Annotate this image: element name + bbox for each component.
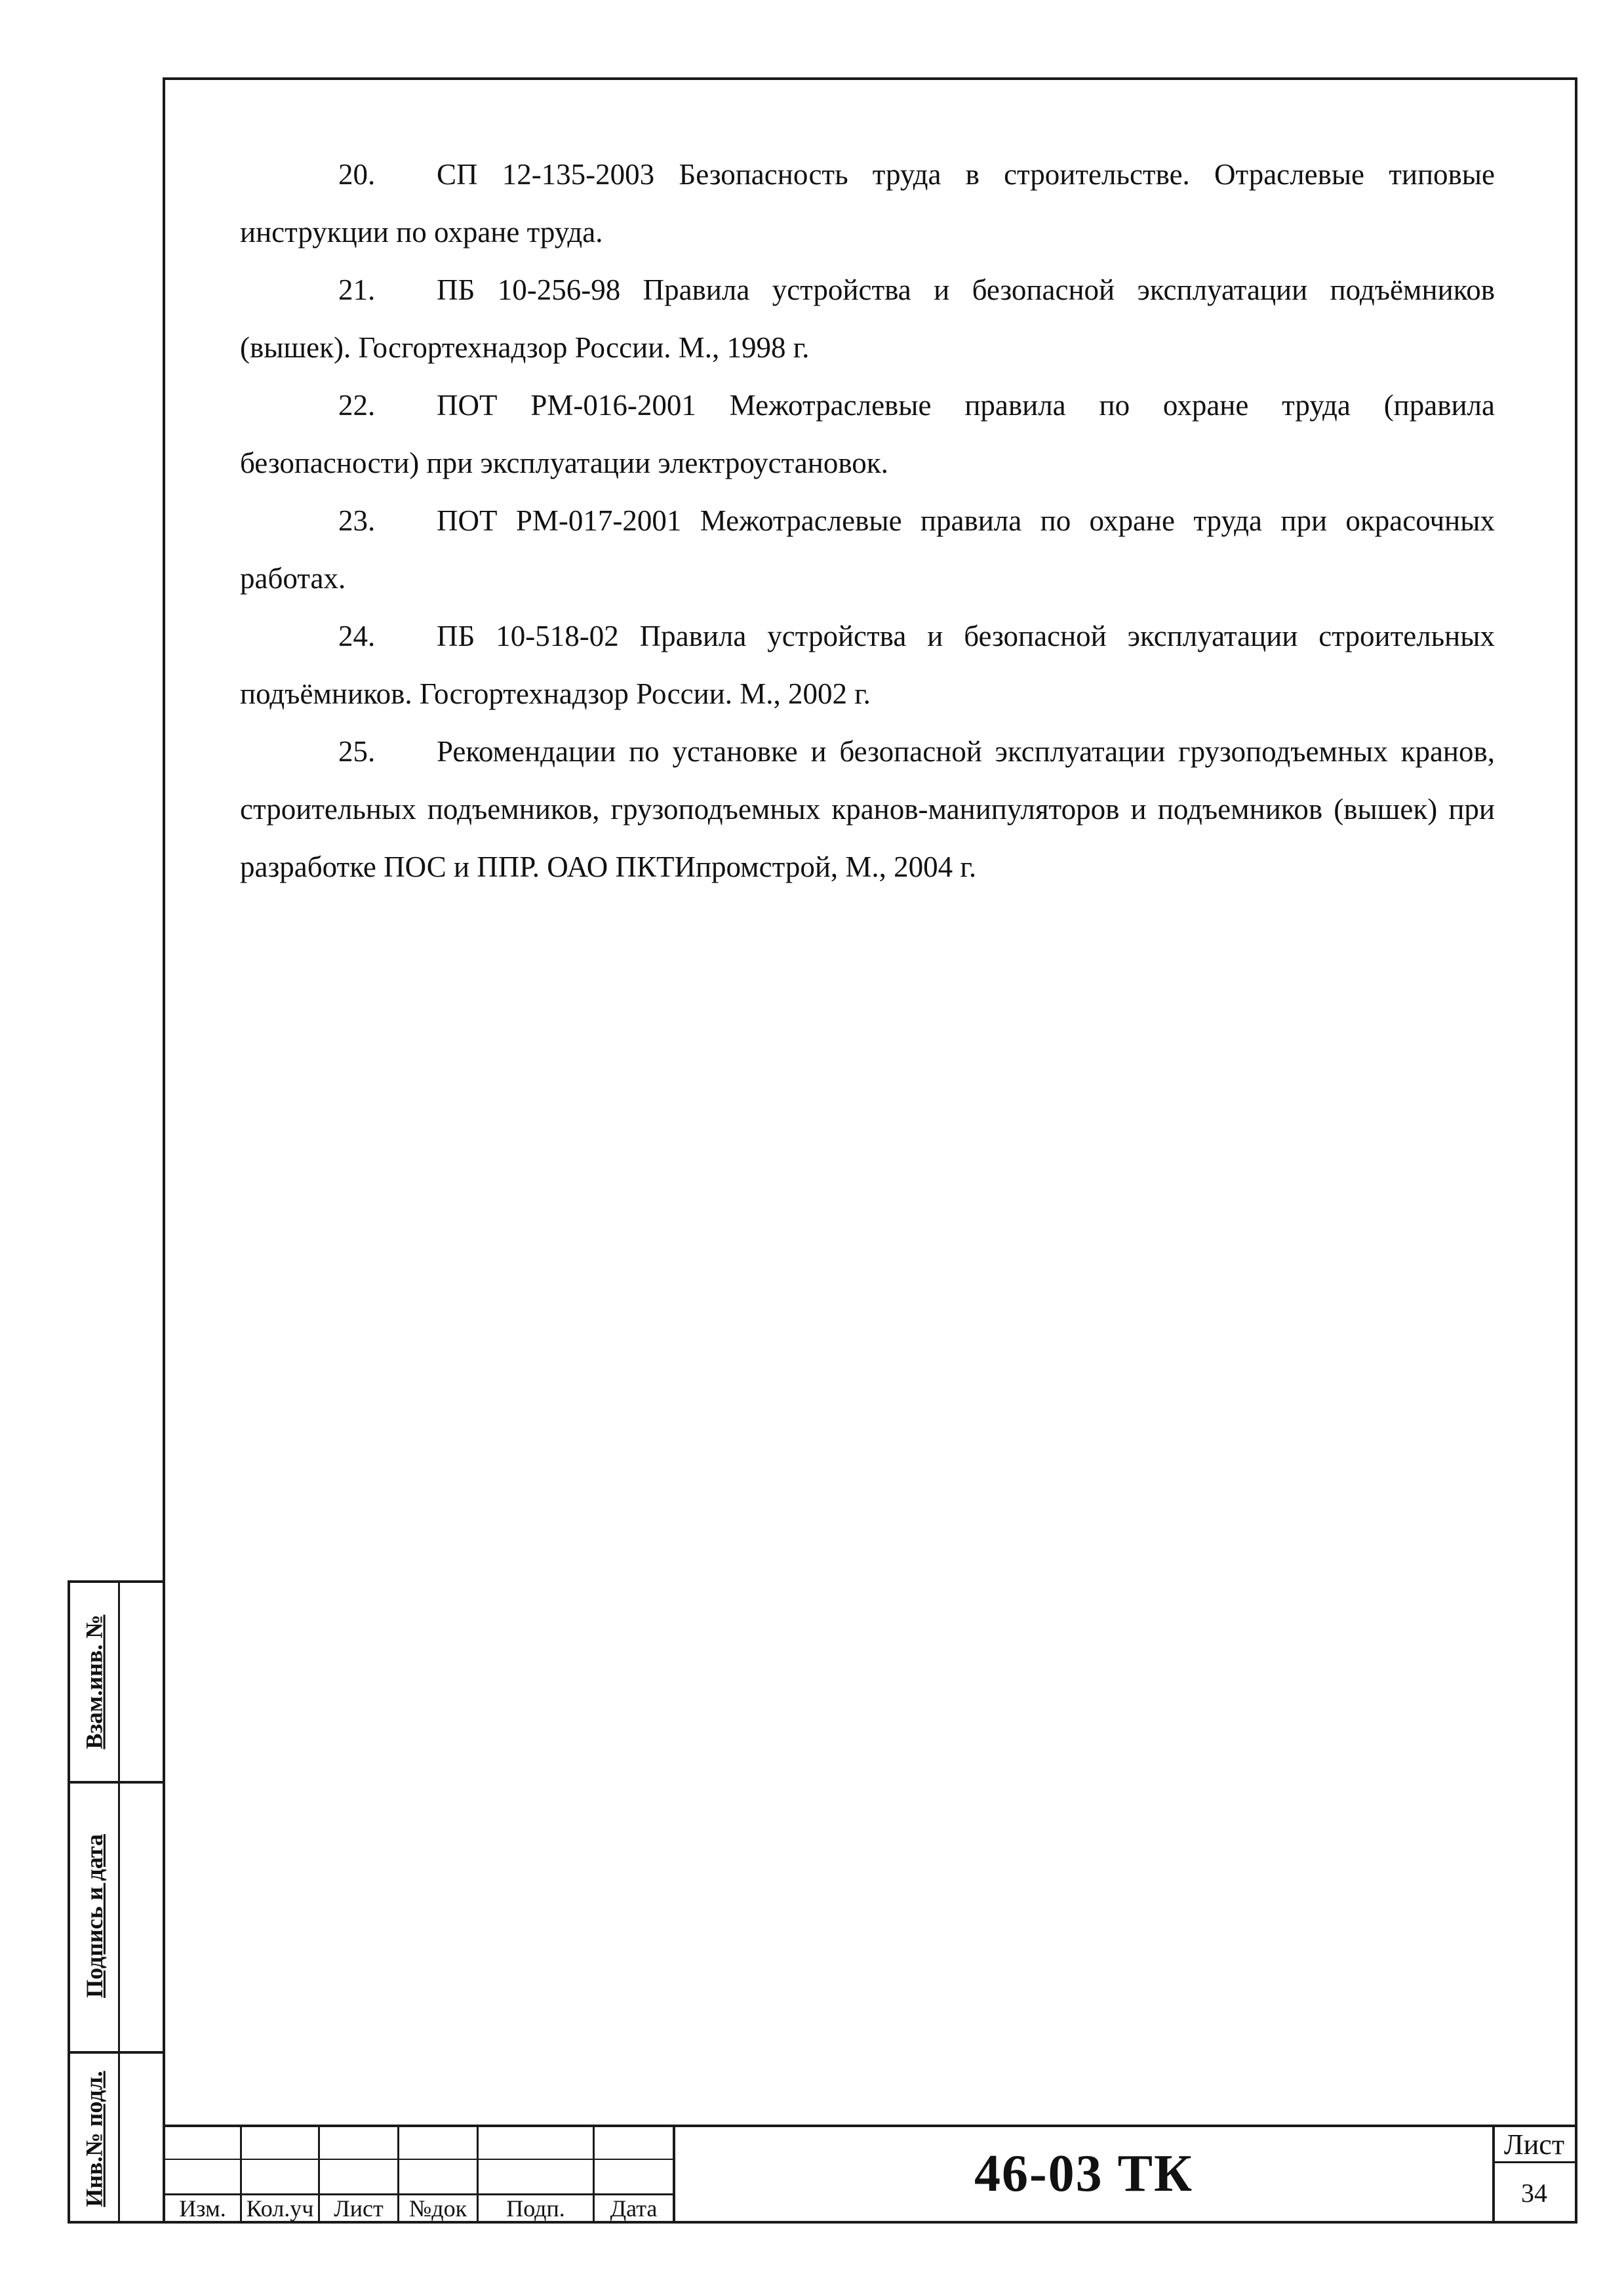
col-kol-uch: Кол.уч bbox=[246, 2195, 314, 2222]
reference-number: 25. bbox=[338, 735, 376, 768]
sheet-label: Лист bbox=[1503, 2128, 1565, 2161]
reference-item bbox=[240, 492, 1495, 607]
document-designation: 46-03 ТК bbox=[974, 2145, 1193, 2203]
reference-text: ПОТ РМ-016-2001 Межотраслевые правила по охране труда (правила безопасности) при эксплуатации электроустановок. bbox=[240, 389, 1495, 479]
title-block-row-line bbox=[163, 2159, 674, 2160]
reference-text: ПБ 10-256-98 Правила устройства и безопасной эксплуатации подъёмников (вышек). Госгортехнадзор России. М., 1998 г. bbox=[240, 273, 1495, 364]
reference-number: 24. bbox=[338, 620, 376, 652]
replace-inv-label: Взам.инв. № bbox=[81, 1614, 108, 1749]
inv-original-cell bbox=[70, 2051, 118, 2226]
signature-date-cell bbox=[70, 1781, 118, 2051]
reference-number: 20. bbox=[338, 158, 376, 191]
signature-date-label: Подпись и дата bbox=[81, 1834, 108, 1998]
reference-item bbox=[240, 723, 1495, 896]
reference-item bbox=[240, 261, 1495, 376]
reference-number: 21. bbox=[338, 273, 376, 306]
reference-list bbox=[240, 146, 1495, 896]
sheet-divider bbox=[1494, 2161, 1577, 2163]
reference-text: Рекомендации по установке и безопасной эксплуатации грузоподъемных кранов, строительных подъемников, грузоподъемных кранов-манипуляторов и подъемников (вышек) при разработке ПОС и ППР. ОАО ПКТИпромстрой, М., 2004 г. bbox=[240, 735, 1495, 883]
reference-item bbox=[240, 146, 1495, 261]
reference-number: 22. bbox=[338, 389, 376, 422]
side-stamp-inner-line bbox=[118, 1583, 120, 2221]
col-podp: Подп. bbox=[506, 2195, 565, 2222]
col-izm: Изм. bbox=[179, 2195, 226, 2222]
reference-item bbox=[240, 607, 1495, 723]
replace-inv-cell bbox=[70, 1583, 118, 1781]
col-data: Дата bbox=[610, 2195, 658, 2222]
sheet-number: 34 bbox=[1521, 2178, 1547, 2208]
inv-original-label: Инв.№ подл. bbox=[81, 2070, 108, 2207]
reference-text: ПОТ РМ-017-2001 Межотраслевые правила по охране труда при окрасочных работах. bbox=[240, 504, 1495, 595]
reference-item bbox=[240, 376, 1495, 492]
col-list: Лист bbox=[334, 2195, 384, 2222]
reference-text: ПБ 10-518-02 Правила устройства и безопасной эксплуатации строительных подъёмников. Госгортехнадзор России. М., 2002 г. bbox=[240, 620, 1495, 710]
side-stamp bbox=[68, 1580, 163, 2224]
reference-text: СП 12-135-2003 Безопасность труда в строительстве. Отраслевые типовые инструкции по охране труда. bbox=[240, 158, 1495, 249]
reference-number: 23. bbox=[338, 504, 376, 537]
col-ndok: №док bbox=[408, 2195, 467, 2222]
